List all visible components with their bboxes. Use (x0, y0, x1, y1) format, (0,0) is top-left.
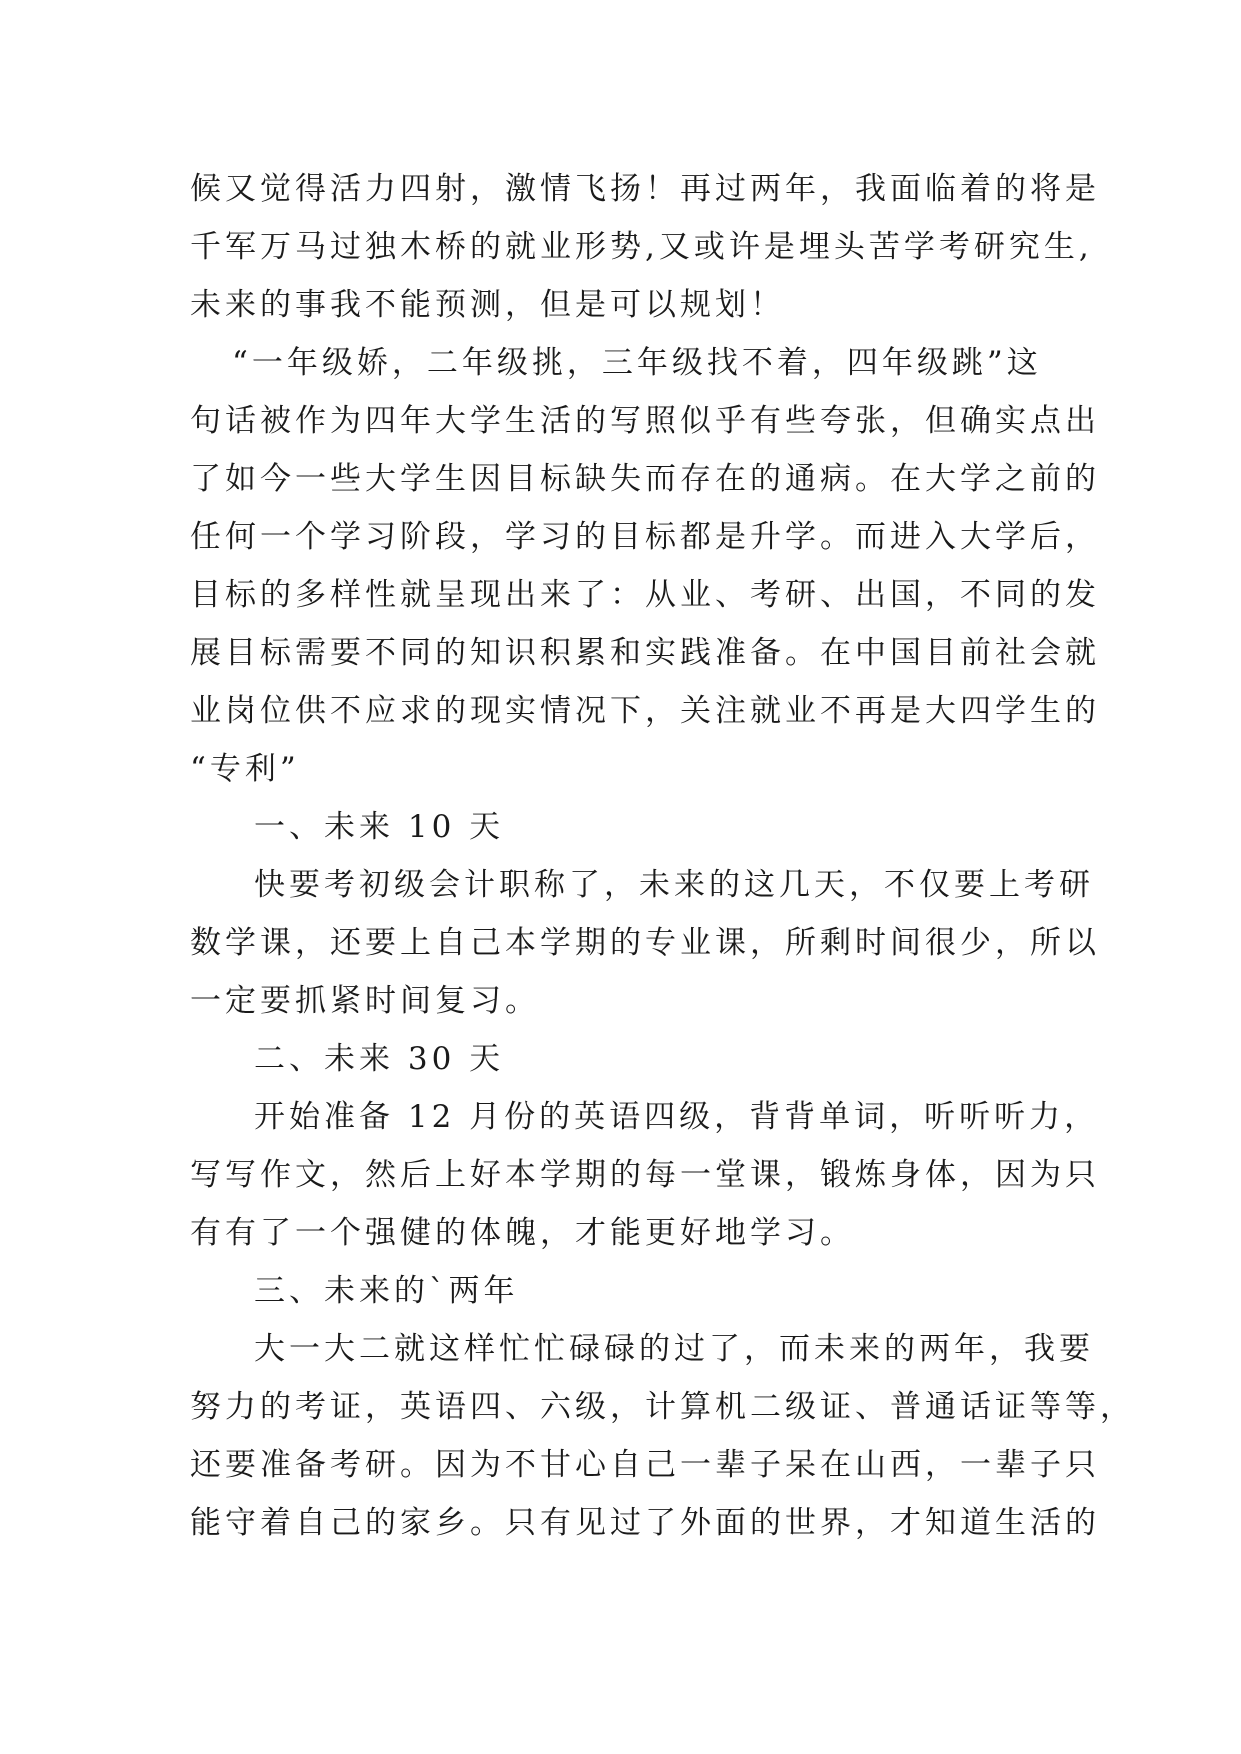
text-line: 能守着自己的家乡。只有见过了外面的世界，才知道生活的 (190, 1505, 1100, 1541)
text-line: 了如今一些大学生因目标缺失而存在的通病。在大学之前的 (190, 461, 1100, 497)
text-line: 写写作文，然后上好本学期的每一堂课，锻炼身体，因为只 (190, 1157, 1100, 1193)
text-line: 努力的考证，英语四、六级，计算机二级证、普通话证等等， (190, 1389, 1135, 1425)
section-heading: 二、未来 30 天 (254, 1041, 505, 1077)
text-line: 有有了一个强健的体魄，才能更好地学习。 (190, 1215, 855, 1251)
text-line: 数学课，还要上自己本学期的专业课，所剩时间很少，所以 (190, 925, 1100, 961)
text-line: 大一大二就这样忙忙碌碌的过了，而未来的两年，我要 (254, 1331, 1094, 1367)
text-line: 一定要抓紧时间复习。 (190, 983, 540, 1019)
text-line: 任何一个学习阶段，学习的目标都是升学。而进入大学后， (190, 519, 1100, 555)
text-line: “一年级娇，二年级挑，三年级找不着，四年级跳”这 (232, 345, 1042, 381)
text-line: 未来的事我不能预测，但是可以规划！ (190, 287, 785, 323)
text-line: 业岗位供不应求的现实情况下，关注就业不再是大四学生的 (190, 693, 1100, 729)
text-line: 候又觉得活力四射，激情飞扬！再过两年，我面临着的将是 (190, 171, 1100, 207)
text-line: “专利” (190, 751, 300, 787)
text-line: 还要准备考研。因为不甘心自己一辈子呆在山西，一辈子只 (190, 1447, 1100, 1483)
text-line: 快要考初级会计职称了，未来的这几天，不仅要上考研 (254, 867, 1094, 903)
document-body (190, 160, 1135, 1552)
text-line: 千军万马过独木桥的就业形势,又或许是埋头苦学考研究生, (190, 229, 1093, 265)
section-heading: 三、未来的`两年 (254, 1273, 519, 1309)
text-line: 句话被作为四年大学生活的写照似乎有些夸张，但确实点出 (190, 403, 1100, 439)
text-line: 展目标需要不同的知识积累和实践准备。在中国目前社会就 (190, 635, 1100, 671)
text-line: 目标的多样性就呈现出来了：从业、考研、出国，不同的发 (190, 577, 1100, 613)
text-line: 开始准备 12 月份的英语四级，背背单词，听听听力， (254, 1099, 1100, 1135)
section-heading: 一、未来 10 天 (254, 809, 505, 845)
